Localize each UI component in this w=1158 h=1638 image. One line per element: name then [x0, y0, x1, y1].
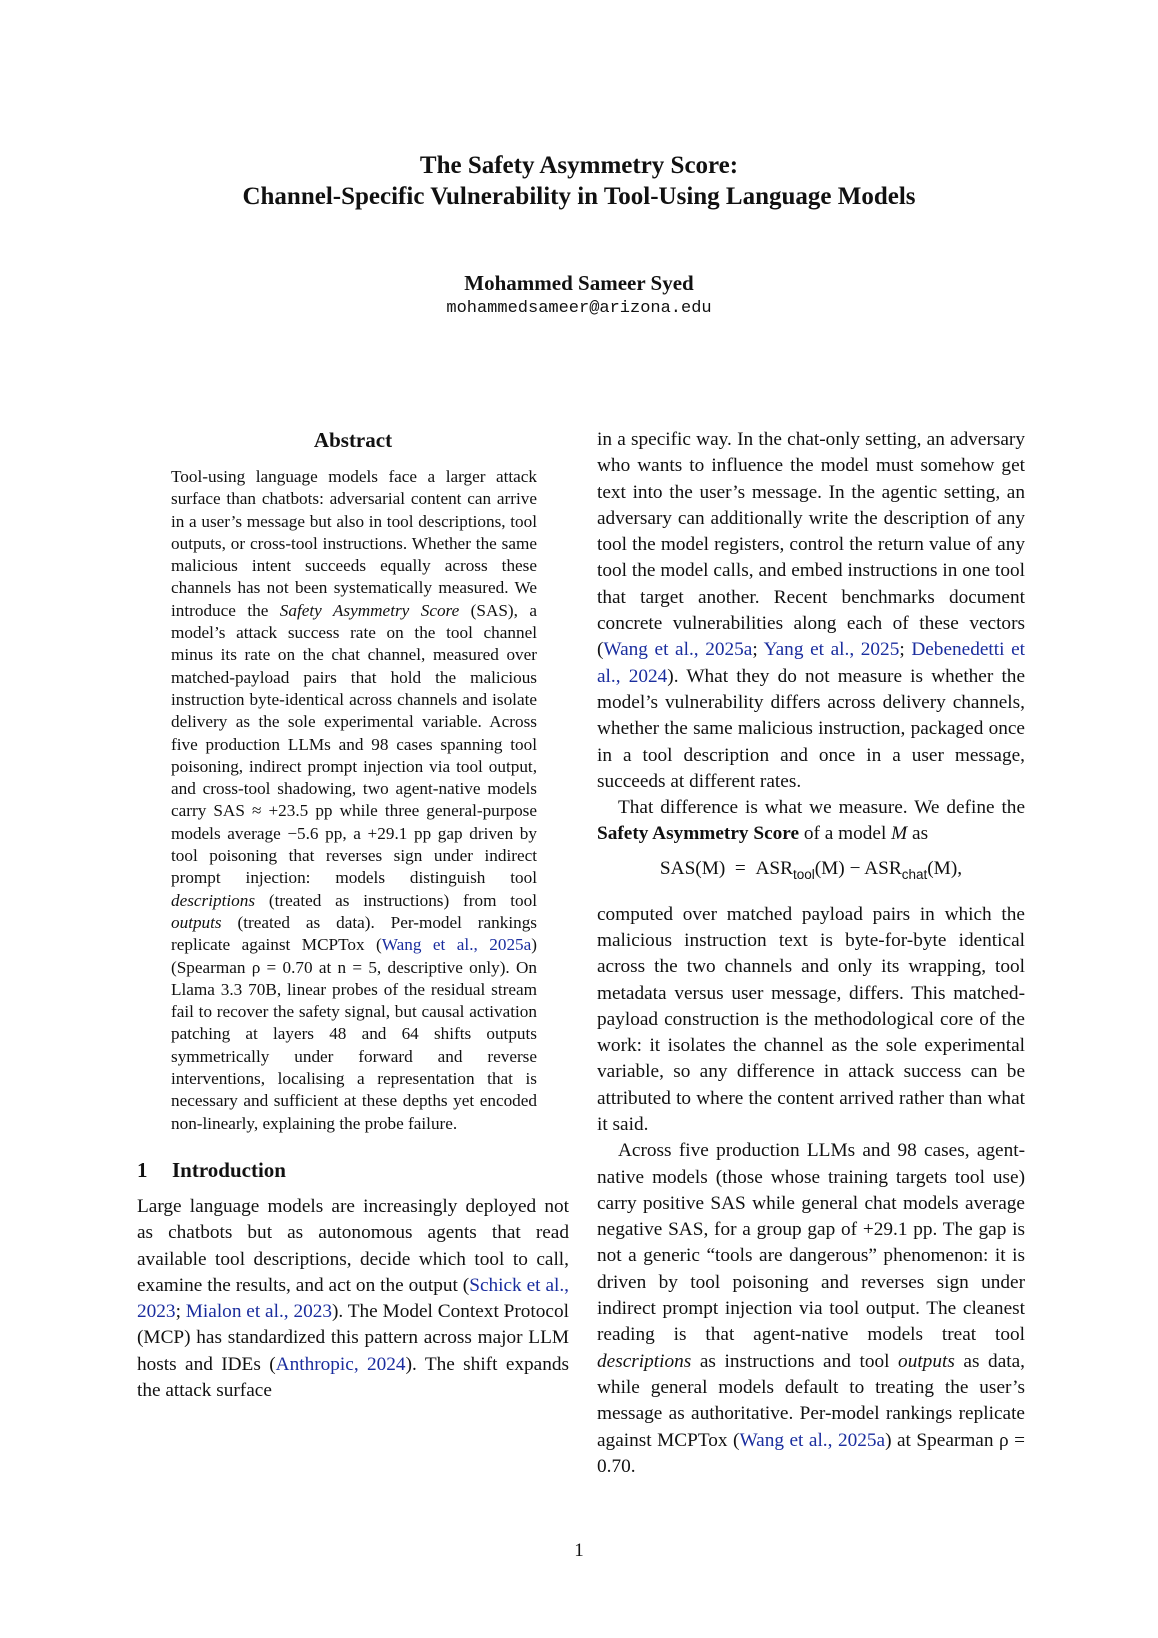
citation-link[interactable]: Schick et al., 2023	[137, 1274, 570, 1323]
title-line-2: Channel-Specific Vulnerability in Tool-Using Language Models	[242, 183, 916, 210]
abstract-part: ) (Spearman ρ = 0.70 at n = 5, descriptive only). On Llama 3.3 70B, linear probes of the residual stream fail to recover the safety signal, but causal activation patching at layers 48 and 64 shifts outputs symmetrically under forward and reverse interventions, localising a representation that is necessary and sufficient at these depths yet encoded non-linearly, explaining the probe failure.	[171, 935, 537, 1133]
text-run: as data, while general models default to treating the user’s message as authoritative. Per-model rankings replicate against MCPTox (	[597, 1350, 1025, 1451]
section-heading	[137, 1157, 569, 1183]
citation-link[interactable]: Debenedetti et al., 2024	[597, 639, 1026, 687]
text-run: Large language models are increasingly deployed not as chatbots but as autonomous agents that read available tool descriptions, decide which tool to call, examine the results, and act on the output (	[137, 1195, 569, 1296]
text-run: of a model	[799, 823, 892, 845]
abstract-part: (treated as data). Per-model rankings replicate against MCPTox (	[171, 912, 537, 955]
text-run: ;	[899, 639, 912, 661]
text-run: That difference is what we measure. We define the	[618, 797, 1025, 819]
body-paragraph	[597, 1138, 1025, 1480]
text-run: ). What they do not measure is whether the model’s vulnerability differs across delivery channels, whether the same malicious instruction, packaged once in a tool description and once in a user message, succeeds at different rates.	[597, 665, 1025, 792]
body-paragraph: computed over matched payload pairs in which the malicious instruction text is byte-for-byte identical across the two channels and only its wrapping, tool metadata versus user message, differs. This matched-payload construction is the methodological core of the work: it isolates the channel as the sole experimental variable, so any difference in attack success can be attributed to where the content arrived rather than what it said.	[597, 903, 1025, 1135]
body-paragraph	[597, 795, 1025, 848]
right-column	[597, 427, 1025, 1480]
text-run: in a specific way. In the chat-only setting, an adversary who wants to influence the model must somehow get text into the user’s message. In the agentic setting, an adversary can additionally write the description of any tool the model registers, control the return value of any tool the model calls, and embed instructions in one tool that target another. Recent benchmarks document concrete vulnerabilities along each of these vectors (	[597, 429, 1025, 661]
text-run: Across five production LLMs and 98 cases, agent-native models (those whose training targets tool use) carry positive SAS while general chat models average negative SAS, for a group gap of +29.1 pp. The gap is not a generic “tools are dangerous” phenomenon: it is driven by tool poisoning and reverses sign under indirect prompt injection via tool output. The cleanest reading is that agent-native models treat tool	[597, 1140, 1025, 1346]
paper-title	[0, 150, 1158, 212]
text-run: as	[907, 823, 929, 845]
body-paragraph	[597, 427, 1025, 795]
abstract-emphasis: descriptions	[171, 890, 256, 910]
citation-link[interactable]: Mialon et al., 2023	[185, 1301, 333, 1323]
abstract-part: (treated as instructions) from tool	[255, 890, 537, 910]
page-number: 1	[574, 1540, 584, 1561]
emphasis: outputs	[898, 1350, 955, 1372]
citation-link[interactable]: Wang et al., 2025a	[739, 1429, 886, 1451]
text-run: ;	[752, 639, 764, 661]
citation-link[interactable]: Anthropic, 2024	[275, 1353, 406, 1375]
intro-paragraph	[137, 1194, 569, 1404]
abstract-part: (SAS), a model’s attack success rate on the tool channel minus its rate on the chat channel, measured over matched-payload pairs that hold the malicious instruction byte-identical across channels and isolate delivery as the sole experimental variable. Across five production LLMs and 98 cases spanning tool poisoning, indirect prompt injection via tool output, and cross-tool shadowing, two agent-native models carry SAS ≈ +23.5 pp while three general-purpose models average −5.6 pp, a +29.1 pp gap driven by tool poisoning that reverses sign under indirect prompt injection: models distinguish tool	[171, 600, 538, 888]
eq-sub-tool: tool	[792, 866, 815, 882]
eq-arg: (M)	[814, 857, 845, 879]
section-title: Introduction	[172, 1157, 286, 1182]
author-name: Mohammed Sameer Syed	[464, 271, 694, 295]
author-email: mohammedsameer@arizona.edu	[446, 299, 712, 318]
bold-term: Safety Asymmetry Score	[597, 823, 800, 845]
text-run: ). The shift expands the attack surface	[137, 1353, 570, 1401]
eq-asr: ASR	[864, 857, 902, 879]
math-var: M	[891, 823, 908, 845]
citation-link[interactable]: Wang et al., 2025a	[381, 935, 532, 955]
abstract-emphasis: outputs	[171, 912, 222, 932]
emphasis: descriptions	[597, 1350, 692, 1372]
text-run: ). The Model Context Protocol (MCP) has standardized this pattern across major LLM hosts and IDEs (	[137, 1301, 569, 1375]
sas-equation	[597, 856, 1025, 888]
abstract-part: Tool-using language models face a larger attack surface than chatbots: adversarial content can arrive in a user’s message but also in tool descriptions, tool outputs, or cross-tool instructions. Whether the same malicious intent succeeds equally across these channels has not been systematically measured. We introduce the	[171, 467, 537, 620]
citation-link[interactable]: Yang et al., 2025	[763, 639, 900, 661]
abstract-emphasis: Safety Asymmetry Score	[279, 600, 460, 620]
citation-link[interactable]: Wang et al., 2025a	[603, 639, 753, 661]
text-run: as instructions and tool	[691, 1350, 899, 1372]
eq-lhs: SAS(M)	[659, 857, 726, 879]
eq-minus: −	[849, 857, 861, 879]
text-run: ) at Spearman ρ = 0.70.	[597, 1429, 1026, 1477]
eq-end: (M),	[927, 857, 963, 879]
section-number: 1	[137, 1157, 148, 1182]
abstract-text	[171, 466, 537, 1135]
left-column	[137, 427, 569, 1404]
abstract-heading: Abstract	[313, 428, 393, 452]
title-line-1: The Safety Asymmetry Score:	[419, 152, 739, 179]
eq-sub-chat: chat	[901, 866, 928, 882]
text-run: ;	[175, 1301, 186, 1323]
eq-asr: ASR	[755, 857, 793, 879]
eq-sign: =	[734, 857, 746, 879]
